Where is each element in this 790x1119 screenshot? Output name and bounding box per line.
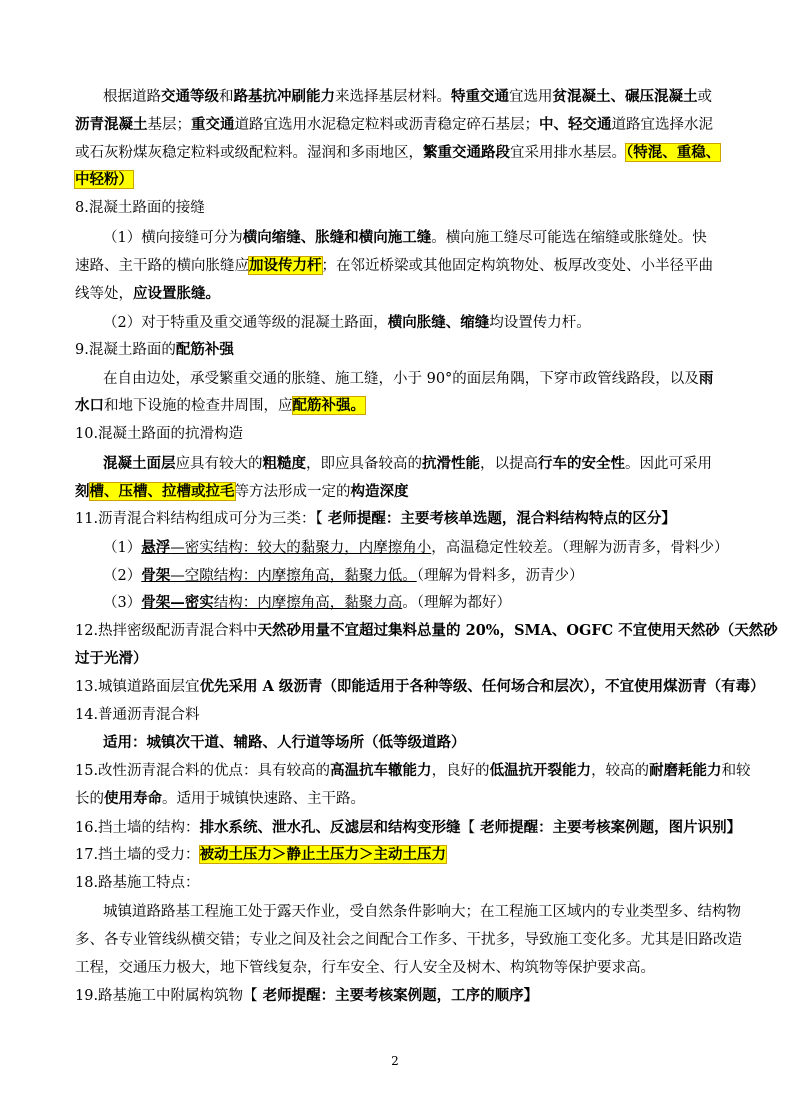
text-line [0, 787, 790, 811]
text-segment: 雨 [698, 370, 714, 387]
text-segment: 中、轻交通 [539, 116, 612, 133]
text-line [0, 871, 790, 895]
text-segment: 工程，交通压力极大，地下管线复杂，行车安全、行人安全及树木、构筑物等保护要求高。 [75, 960, 655, 976]
text-line [0, 85, 790, 109]
text-segment: ，以提高 [480, 456, 538, 472]
text-segment: 和地下设施的检查井周围，应 [104, 398, 293, 414]
text-segment: 。因此可采用 [625, 456, 712, 472]
text-segment: 抗滑性能 [422, 455, 480, 472]
text-line [0, 367, 790, 391]
text-segment: 长的 [75, 791, 104, 807]
text-segment: 沥青混凝土 [75, 116, 148, 133]
text-segment: 悬浮 [141, 539, 171, 556]
text-segment: 低温抗开裂能力 [489, 762, 592, 779]
highlighted-text: （特混、重稳、 [626, 144, 721, 161]
text-segment: 线等处， [75, 286, 133, 302]
text-segment: 适用：城镇次干道、辅路、人行道等场所（低等级道路） [103, 734, 466, 751]
text-segment: 17.挡土墙的受力： [75, 847, 200, 863]
text-line [0, 254, 790, 278]
text-segment: 特重交通 [451, 88, 509, 105]
text-line [0, 452, 790, 476]
text-line [0, 141, 790, 165]
page-number: 2 [391, 1054, 399, 1068]
text-segment: 道路宜选用水泥稳定粒料或沥青稳定碎石基层； [234, 117, 539, 133]
text-segment: ，较高的 [591, 763, 650, 779]
text-segment: 14.普通沥青混合料 [75, 707, 200, 723]
text-segment: 交通等级 [161, 88, 219, 105]
text-segment: 16.挡土墙的结构： [75, 820, 200, 836]
text-segment: 等方法形成一定的 [234, 484, 351, 500]
text-segment: 骨架 [141, 567, 171, 584]
text-line [0, 338, 790, 362]
text-line [0, 311, 790, 335]
text-segment: 重交通 [191, 116, 235, 133]
text-segment: 应具有较大的 [175, 456, 263, 472]
highlighted-text: 被动土压力＞静止土压力＞主动土压力 [199, 846, 447, 863]
text-segment: 基层； [147, 117, 191, 133]
text-segment: 混凝土面层 [103, 455, 176, 472]
text-segment: 19.路基施工中附属构筑物【 [75, 988, 258, 1004]
text-line [0, 928, 790, 952]
text-segment: 。（理解为都好） [402, 595, 511, 611]
text-segment: 18.路基施工特点： [75, 875, 200, 891]
text-line [0, 956, 790, 980]
text-segment: 粗糙度 [262, 455, 306, 472]
text-segment: （理解为骨料多，沥青少） [416, 568, 584, 584]
text-line [0, 647, 790, 671]
highlighted-text: 加设传力杆 [249, 257, 322, 274]
text-line [0, 196, 790, 220]
text-segment: 多、各专业管线纵横交错；专业之间及社会之间配合工作多、干扰多，导致施工变化多。尤其是旧路改造 [75, 932, 742, 948]
text-line [0, 536, 790, 560]
text-segment: 10.混凝土路面的抗滑构造 [75, 426, 244, 442]
text-segment: ，高温稳定性较差。（理解为沥青多，骨料少） [431, 540, 729, 556]
text-line [0, 422, 790, 446]
text-segment: 路基抗冲刷能力 [233, 88, 335, 105]
text-line [0, 759, 790, 783]
text-segment: 和 [219, 89, 234, 105]
text-segment: 构造深度 [350, 483, 409, 500]
text-segment: 13.城镇道路面层宜 [75, 679, 200, 695]
text-line [0, 564, 790, 588]
highlighted-text: 配筋补强。 [292, 397, 365, 414]
text-line [0, 843, 790, 867]
text-segment: 天然砂用量不宜超过集料总量的 20%，SMA、OGFC 不宜使用天然砂（天然砂 [257, 622, 778, 639]
text-segment: 刻 [75, 483, 90, 500]
text-line [0, 226, 790, 250]
text-line [0, 984, 790, 1008]
text-line [0, 619, 790, 643]
text-line [0, 168, 790, 192]
text-segment: —空隙结构：内摩擦角高，黏聚力低。 [170, 568, 417, 584]
text-segment: 速路、主干路的横向胀缝应 [75, 258, 249, 274]
text-segment: 8.混凝土路面的接缝 [75, 200, 205, 216]
text-line [0, 507, 790, 531]
text-segment: 应设置胀缝。 [133, 285, 220, 302]
text-segment: 优先采用 A 级沥青（即能适用于各种等级、任何场合和层次），不宜使用煤沥青（有毒） [199, 678, 765, 695]
text-segment: 排水系统、泄水孔、反滤层和结构变形缝 [199, 819, 461, 836]
text-segment: 15.改性沥青混合料的优点：具有较高的 [75, 763, 331, 779]
text-segment: 或 [697, 89, 712, 105]
text-line [0, 282, 790, 306]
text-line [0, 394, 790, 418]
text-segment: 或石灰粉煤灰稳定粒料或级配粒料。湿润和多雨地区， [75, 145, 423, 161]
text-segment: （2）对于特重及重交通等级的混凝土路面， [103, 315, 388, 331]
text-segment: 水口 [75, 397, 104, 414]
text-line [0, 480, 790, 504]
text-segment: 高温抗车辙能力 [330, 762, 432, 779]
text-segment: （1） [103, 540, 142, 556]
text-segment: 繁重交通路段 [423, 144, 510, 161]
text-line [0, 731, 790, 755]
text-segment: 宜选用 [509, 89, 553, 105]
text-segment: 根据道路 [103, 89, 161, 105]
text-segment: 和较 [721, 763, 751, 779]
text-segment: 12.热拌密级配沥青混合料中 [75, 623, 258, 639]
text-segment: 配筋补强 [175, 341, 234, 358]
text-segment: 9.混凝土路面的 [75, 342, 176, 358]
text-segment: 。适用于城镇快速路、主干路。 [162, 791, 365, 807]
text-segment: 耐磨耗能力 [649, 762, 722, 779]
text-segment: 来选择基层材料。 [335, 89, 451, 105]
text-segment: 【 [460, 820, 476, 836]
text-segment: 在自由边处，承受繁重交通的胀缝、施工缝，小于 90°的面层角隅，下穿市政管线路段，以及 [103, 371, 699, 387]
text-segment: 宜采用排水基层。 [510, 145, 626, 161]
text-line [0, 816, 790, 840]
highlighted-text: 槽、压槽、拉槽或拉毛 [89, 483, 235, 500]
text-segment: 骨架—密实 [141, 594, 214, 611]
text-segment: ，良好的 [431, 763, 490, 779]
text-segment: 过于光滑） [75, 650, 148, 667]
text-segment: 老师提醒：主要考核案例题，图片识别】 [475, 819, 742, 836]
text-segment: ，即应具备较高的 [306, 456, 422, 472]
text-line [0, 900, 790, 924]
text-segment: —密实结构：较大的黏聚力，内摩擦角小 [170, 540, 432, 556]
text-segment: 结构：内摩擦角高，黏聚力高 [213, 595, 403, 611]
text-line [0, 703, 790, 727]
text-segment: 行车的安全性 [538, 455, 625, 472]
text-segment: （2） [103, 568, 142, 584]
text-line [0, 113, 790, 137]
text-segment: 。横向施工缝尽可能选在缩缝或胀缝处。快 [431, 230, 707, 246]
text-segment: （1）横向接缝可分为 [103, 230, 243, 246]
text-segment: 11.沥青混合料结构组成可分为三类：【 [75, 511, 323, 527]
text-segment: 老师提醒：主要考核单选题，混合料结构特点的区分】 [322, 510, 676, 527]
text-segment: 均设置传力杆。 [489, 315, 591, 331]
text-segment: 城镇道路路基工程施工处于露天作业，受自然条件影响大；在工程施工区域内的专业类型多、结构物 [103, 904, 741, 920]
text-line [0, 591, 790, 615]
text-segment: 道路宜选择水泥 [611, 117, 713, 133]
text-line [0, 675, 790, 699]
text-segment: 使用寿命 [104, 790, 162, 807]
text-segment: （3） [103, 595, 142, 611]
text-segment: ；在邻近桥梁或其他固定构筑物处、板厚改变处、小半径平曲 [321, 258, 713, 274]
text-segment: 横向缩缝、胀缝和横向施工缝 [242, 229, 432, 246]
highlighted-text: 中轻粉） [75, 171, 133, 188]
text-segment: 贫混凝土、碾压混凝土 [552, 88, 698, 105]
text-segment: 横向胀缝、缩缝 [387, 314, 490, 331]
text-segment: 老师提醒：主要考核案例题，工序的顺序】 [257, 987, 539, 1004]
